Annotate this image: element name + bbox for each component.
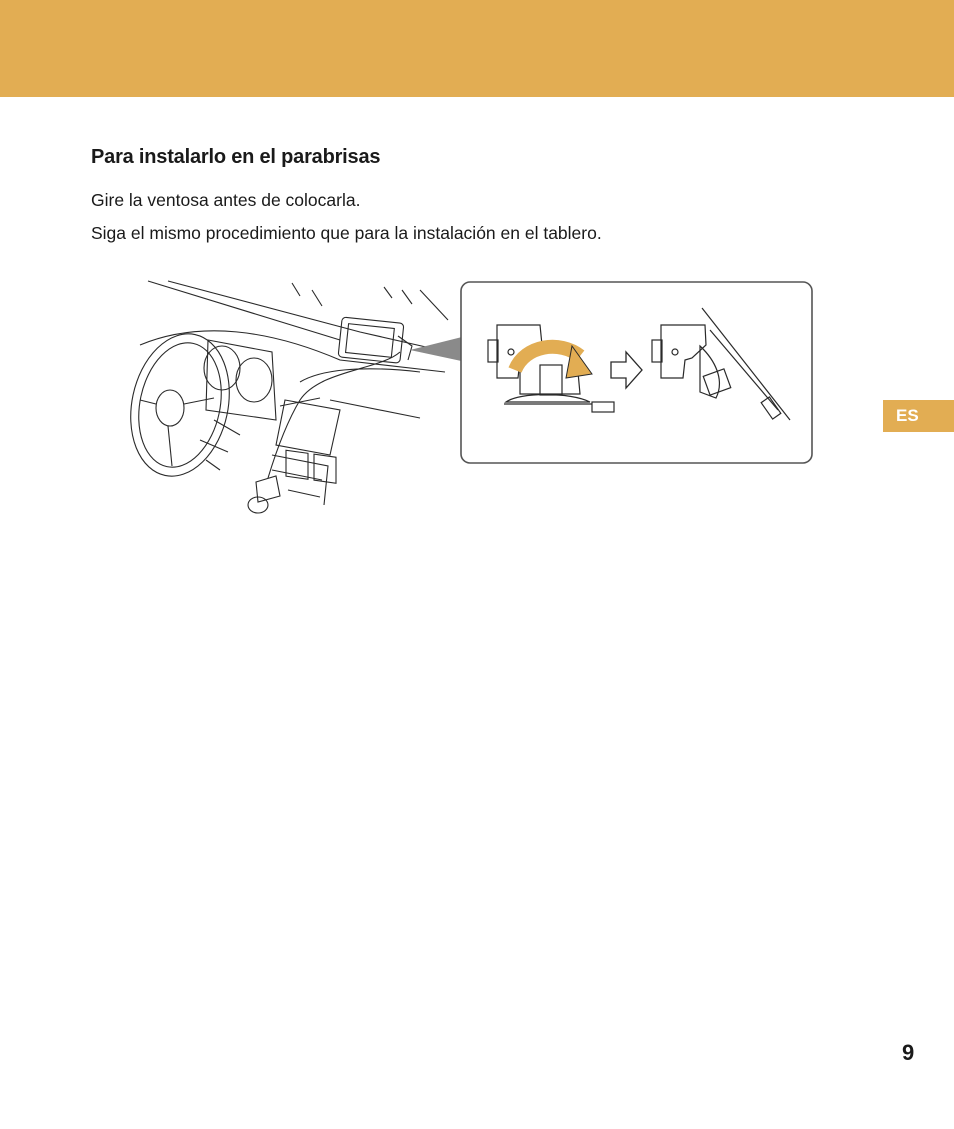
- instruction-line-2: Siga el mismo procedimiento que para la instalación en el tablero.: [91, 223, 602, 243]
- instruction-line-1: Gire la ventosa antes de colocarla.: [91, 190, 361, 210]
- callout-pointer: [410, 336, 466, 362]
- language-tab: ES: [883, 400, 954, 432]
- section-heading: Para instalarlo en el parabrisas: [91, 146, 381, 168]
- page-number: 9: [902, 1040, 915, 1065]
- installation-illustration: [0, 0, 954, 560]
- car-interior-icon: [118, 281, 448, 513]
